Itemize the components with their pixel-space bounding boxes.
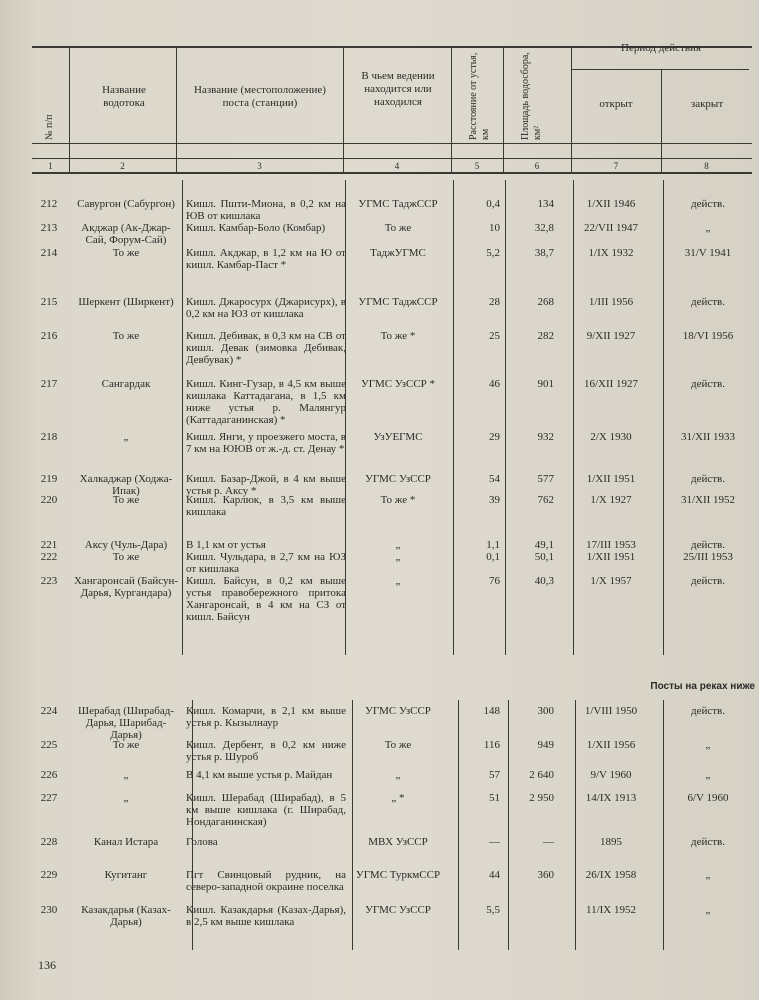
cell-closed: 18/VI 1956 — [682, 330, 734, 342]
cell-post: Кишл. Акджар, в 1,2 км на Ю от кишл. Камбар-Паст * — [186, 247, 346, 271]
cell-closed: „ — [705, 222, 711, 234]
cell-agency: То же — [384, 739, 412, 751]
cell-post: Кишл. Янги, у проезжего моста, в 7 км на ЮЮВ от ж.-д. ст. Денау * — [186, 431, 346, 455]
cell-agency: ТаджУГМС — [370, 247, 426, 259]
cell-area: 32,8 — [534, 222, 554, 234]
cell-river: Савургон (Сабургон) — [77, 198, 175, 210]
section-heading: Посты на реках ниже — [650, 681, 755, 692]
cell-dist: 39 — [489, 494, 500, 506]
cell-agency: То же * — [380, 494, 416, 506]
cell-area: 268 — [537, 296, 554, 308]
cell-dist: 28 — [489, 296, 500, 308]
cell-post: Кишл. Дебивак, в 0,3 км на СВ от кишл. Девак (зимовка Дебивак, Девбувак) * — [186, 330, 346, 366]
cell-opened: 14/IX 1913 — [585, 792, 637, 804]
header-columns-rule — [32, 143, 752, 144]
cell-area: 2 950 — [529, 792, 554, 804]
cell-opened: 22/VII 1947 — [583, 222, 639, 234]
cell-dist: 29 — [489, 431, 500, 443]
header-area: Площадь водосбора, км² — [520, 52, 543, 140]
cell-post: Кишл. Дербент, в 0,2 км ниже устья р. Шуроб — [186, 739, 346, 763]
cell-n: 212 — [40, 198, 58, 210]
cell-n: 227 — [40, 792, 58, 804]
cell-area: 901 — [537, 378, 554, 390]
cell-dist: 5,5 — [486, 904, 500, 916]
cell-closed: 6/V 1960 — [687, 792, 729, 804]
header-river: Название водотока — [102, 84, 146, 109]
cell-opened: 1/XII 1946 — [586, 198, 636, 210]
cell-agency: „ — [395, 769, 401, 781]
cell-opened: 1/X 1927 — [590, 494, 632, 506]
cell-opened: 1/VIII 1950 — [584, 705, 638, 717]
cell-n: 215 — [40, 296, 58, 308]
header-agency: В чьем ведении находится или находился — [361, 70, 435, 108]
cell-area: 40,3 — [534, 575, 554, 587]
header-double-rule — [32, 172, 752, 174]
header-number: № п/п — [44, 114, 55, 140]
cell-area: 762 — [537, 494, 554, 506]
cell-dist: 76 — [489, 575, 500, 587]
cell-closed: „ — [705, 739, 711, 751]
header-post: Название (местоположение) поста (станции) — [194, 84, 326, 109]
cell-area: 38,7 — [534, 247, 554, 259]
cell-opened: 1/XII 1951 — [586, 473, 636, 485]
body-divider-5b — [508, 700, 509, 950]
cell-n: 223 — [40, 575, 58, 587]
cell-dist: 1,1 — [486, 539, 500, 551]
cell-post: Кишл. Казакдарья (Казах-Дарья), в 2,5 км выше кишлака — [186, 904, 346, 928]
colnum-2: 2 — [120, 161, 125, 171]
cell-river: То же — [112, 551, 140, 563]
cell-post: В 1,1 км от устья — [186, 539, 266, 551]
cell-dist: 46 — [489, 378, 500, 390]
cell-n: 222 — [40, 551, 58, 563]
cell-n: 219 — [40, 473, 58, 485]
cell-post: Голова — [186, 836, 218, 848]
col-divider-6 — [571, 48, 572, 173]
cell-opened: 26/IX 1958 — [585, 869, 637, 881]
cell-agency: УГМС УзССР * — [360, 378, 436, 390]
cell-opened: 1/III 1956 — [588, 296, 634, 308]
cell-area: 134 — [537, 198, 554, 210]
cell-closed: действ. — [691, 296, 725, 308]
cell-closed: действ. — [691, 575, 725, 587]
cell-area: 282 — [537, 330, 554, 342]
cell-n: 217 — [40, 378, 58, 390]
header-distance: Расстояние от устья, км — [468, 52, 491, 140]
cell-area: 932 — [537, 431, 554, 443]
cell-agency: „ — [395, 551, 401, 563]
cell-n: 225 — [40, 739, 58, 751]
cell-opened: 9/XII 1927 — [586, 330, 636, 342]
cell-dist: 10 — [489, 222, 500, 234]
cell-opened: 1895 — [600, 836, 622, 848]
cell-dist: 148 — [483, 705, 500, 717]
cell-post: Кишл. Шерабад (Ширабад), в 5 км выше кишлака (г. Ширабад, Нондаганинская) — [186, 792, 346, 828]
cell-closed: „ — [705, 904, 711, 916]
cell-river: Шеркент (Ширкент) — [78, 296, 174, 308]
cell-river: Шерабад (Ширабад-Дарья, Шарибад-Дарья) — [78, 705, 174, 741]
cell-river: Хангаронсай (Байсун-Дарья, Кургандара) — [73, 575, 179, 599]
cell-river: То же — [112, 739, 140, 751]
cell-closed: действ. — [691, 836, 725, 848]
cell-river: Сангардак — [101, 378, 151, 390]
cell-area: — — [543, 836, 554, 848]
cell-n: 226 — [40, 769, 58, 781]
cell-area: 300 — [537, 705, 554, 717]
cell-n: 221 — [40, 539, 58, 551]
header-opened: открыт — [599, 98, 633, 110]
cell-n: 228 — [40, 836, 58, 848]
col-divider-4 — [451, 48, 452, 173]
cell-area: 2 640 — [529, 769, 554, 781]
cell-river: „ — [123, 792, 129, 804]
cell-agency: То же — [384, 222, 412, 234]
cell-post: Кишл. Кинг-Гузар, в 4,5 км выше кишлака Каттадагана, в 1,5 км ниже устья р. Малянгур (Каттадаганинская) * — [186, 378, 346, 426]
cell-agency: УГМС УзССР — [365, 705, 431, 717]
cell-agency: „ — [395, 539, 401, 551]
cell-river: „ — [123, 769, 129, 781]
page-number: 136 — [38, 958, 56, 972]
cell-n: 214 — [40, 247, 58, 259]
cell-post: Кишл. Карлюк, в 3,5 км выше кишлака — [186, 494, 346, 518]
header-period: Период действия — [621, 42, 701, 54]
cell-dist: 5,2 — [486, 247, 500, 259]
cell-river: Канал Истара — [93, 836, 159, 848]
cell-dist: 51 — [489, 792, 500, 804]
cell-closed: „ — [705, 869, 711, 881]
cell-agency: „ — [395, 575, 401, 587]
cell-agency: МВХ УзССР — [368, 836, 428, 848]
cell-closed: „ — [705, 769, 711, 781]
cell-closed: 31/V 1941 — [684, 247, 732, 259]
colnum-7: 7 — [613, 161, 619, 171]
colnum-1: 1 — [48, 161, 53, 171]
cell-n: 220 — [40, 494, 58, 506]
cell-post: Кишл. Камбар-Боло (Комбар) — [186, 222, 326, 234]
cell-n: 216 — [40, 330, 58, 342]
cell-opened: 1/IX 1932 — [588, 247, 634, 259]
cell-post: Кишл. Чульдара, в 2,7 км на ЮЗ от кишлака — [186, 551, 346, 575]
cell-area: 49,1 — [534, 539, 554, 551]
cell-agency: УГМС ТаджССР — [358, 296, 438, 308]
header-bottom-rule — [32, 158, 752, 159]
cell-post: Кишл. Базар-Джой, в 4 км выше устья р. Аксу * — [186, 473, 346, 497]
cell-post: Кишл. Джаросурх (Джарисурх), в 0,2 км на ЮЗ от кишлака — [186, 296, 346, 320]
colnum-4: 4 — [394, 161, 400, 171]
cell-agency: „ * — [391, 792, 405, 804]
period-subheader-rule — [571, 69, 749, 70]
cell-post: Кишл. Комарчи, в 2,1 км выше устья р. Кызылнаур — [186, 705, 346, 729]
cell-n: 229 — [40, 869, 58, 881]
cell-dist: 0,4 — [486, 198, 500, 210]
col-divider-7 — [661, 70, 662, 173]
cell-river: То же — [112, 330, 140, 342]
cell-area: 50,1 — [534, 551, 554, 563]
cell-agency: УГМС УзССР — [365, 473, 431, 485]
cell-agency: То же * — [380, 330, 416, 342]
cell-closed: 25/III 1953 — [683, 551, 733, 563]
cell-dist: 116 — [483, 739, 500, 751]
cell-area: 949 — [537, 739, 554, 751]
cell-agency: УзУЕГМС — [373, 431, 423, 443]
cell-dist: 25 — [489, 330, 500, 342]
cell-river: То же — [112, 494, 140, 506]
cell-river: Кугитанг — [104, 869, 148, 881]
header-closed: закрыт — [690, 98, 724, 110]
cell-opened: 1/XII 1951 — [586, 551, 636, 563]
cell-n: 213 — [40, 222, 58, 234]
cell-opened: 11/IX 1952 — [585, 904, 636, 916]
cell-river: Казакдарья (Казах-Дарья) — [81, 904, 171, 928]
colnum-3: 3 — [257, 161, 262, 171]
cell-dist: — — [489, 836, 500, 848]
cell-agency: УГМС ТуркмССР — [355, 869, 441, 881]
body-divider-2a — [182, 180, 183, 655]
cell-closed: действ. — [691, 705, 725, 717]
cell-dist: 57 — [489, 769, 500, 781]
cell-post: Кишл. Пшти-Миона, в 0,2 км на ЮВ от кишлака — [186, 198, 346, 222]
cell-n: 218 — [40, 431, 58, 443]
cell-closed: действ. — [691, 198, 725, 210]
cell-river: Аксу (Чуль-Дара) — [84, 539, 168, 551]
cell-post: В 4,1 км выше устья р. Майдан — [186, 769, 333, 781]
col-divider-1 — [69, 48, 70, 173]
cell-dist: 44 — [489, 869, 500, 881]
colnum-5: 5 — [474, 161, 480, 171]
cell-n: 224 — [40, 705, 58, 717]
cell-area: 577 — [537, 473, 554, 485]
col-divider-2 — [176, 48, 177, 173]
colnum-6: 6 — [534, 161, 540, 171]
cell-dist: 54 — [489, 473, 500, 485]
cell-area: 360 — [537, 869, 554, 881]
cell-river: То же — [112, 247, 140, 259]
cell-opened: 1/XII 1956 — [586, 739, 636, 751]
cell-opened: 2/X 1930 — [590, 431, 632, 443]
col-divider-5 — [503, 48, 504, 173]
cell-n: 230 — [40, 904, 58, 916]
cell-dist: 0,1 — [486, 551, 500, 563]
cell-opened: 17/III 1953 — [586, 539, 636, 551]
cell-closed: действ. — [691, 473, 725, 485]
cell-opened: 16/XII 1927 — [583, 378, 639, 390]
cell-closed: 31/XII 1933 — [680, 431, 736, 443]
cell-agency: УГМС ТаджССР — [358, 198, 438, 210]
cell-river: Халкаджар (Ходжа-Ипак) — [79, 473, 173, 497]
col-divider-3 — [343, 48, 344, 173]
cell-closed: 31/XII 1952 — [680, 494, 736, 506]
cell-opened: 1/X 1957 — [590, 575, 632, 587]
colnum-8: 8 — [704, 161, 709, 171]
cell-agency: УГМС УзССР — [365, 904, 431, 916]
cell-closed: действ. — [691, 539, 725, 551]
cell-post: Пгт Свинцовый рудник, на северо-западной окраине поселка — [186, 869, 346, 893]
cell-river: „ — [123, 431, 129, 443]
cell-river: Акджар (Ак-Джар-Сай, Форум-Сай) — [81, 222, 171, 246]
cell-closed: действ. — [691, 378, 725, 390]
cell-opened: 9/V 1960 — [590, 769, 632, 781]
cell-post: Кишл. Байсун, в 0,2 км выше устья правобережного притока Хангаронсай, в 4 км на СЗ от кишл. Байсун — [186, 575, 346, 623]
